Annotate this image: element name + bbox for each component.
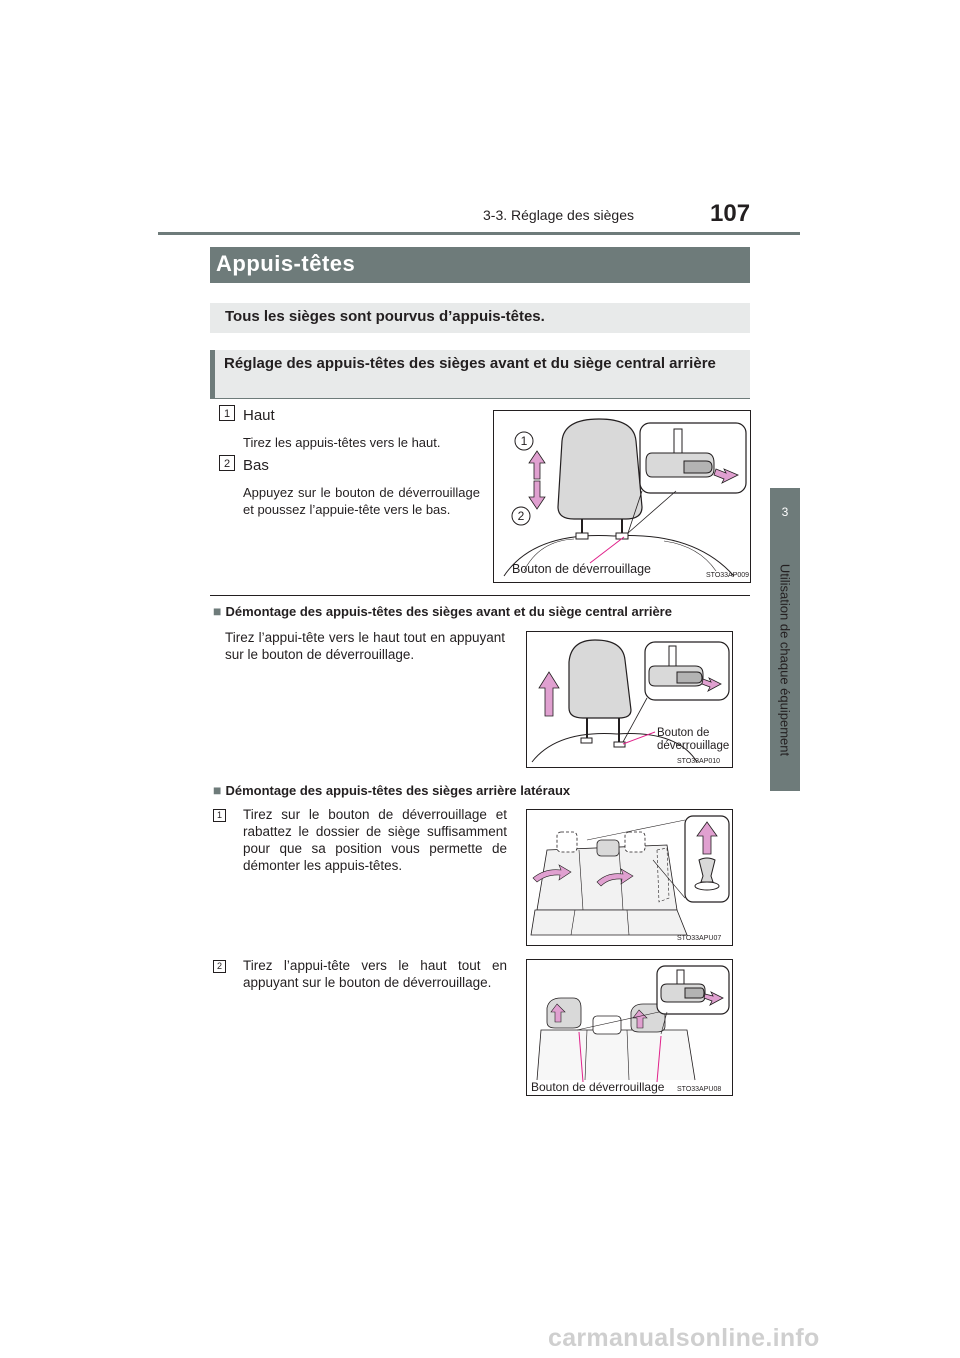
fig2-callout-line2: déverrouillage — [657, 740, 730, 752]
fig4-callout: Bouton de déverrouillage — [531, 1080, 665, 1094]
chapter-title: Utilisation de chaque équipement — [777, 563, 793, 757]
fig2-callout-line1: Bouton de — [657, 727, 710, 739]
fig2-code: STO33AP010 — [677, 758, 721, 765]
rear-step-2-text: Tirez l’appui-tête vers le haut tout en appuyant sur le bouton de déverrouillage. — [243, 958, 507, 990]
intro-text: Tous les sièges sont pourvus d’appuis-têtes. — [225, 308, 545, 325]
section-title: 3-3. Réglage des sièges — [483, 207, 634, 223]
headrest-adjust-figure — [493, 410, 751, 583]
rear-fold-figure — [526, 809, 733, 946]
header-rule — [158, 232, 800, 235]
step-2-marker: 2 — [219, 455, 235, 471]
rear-fold-illustration — [527, 810, 732, 945]
section-rule-1 — [210, 595, 750, 596]
rear-step-2-marker: 2 — [213, 960, 226, 973]
square-bullet-icon: ■ — [213, 603, 222, 619]
fig1-code: STO33AP009 — [706, 572, 750, 579]
removal-front-text: Tirez l’appui-tête vers le haut tout en appuyant sur le bouton de déverrouillage. — [225, 630, 505, 662]
page-number: 107 — [710, 200, 751, 227]
removal-front-illustration — [527, 632, 732, 767]
rear-step-1-marker: 1 — [213, 809, 226, 822]
adjust-heading-rule — [210, 398, 750, 399]
removal-front-figure — [526, 631, 733, 768]
fig1-callout: Bouton de déverrouillage — [512, 562, 651, 576]
watermark: carmanualsonline.info — [548, 1324, 820, 1352]
step-1-label: Haut — [243, 407, 275, 424]
page-title: Appuis-têtes — [216, 251, 356, 276]
step-1-text: Tirez les appuis-têtes vers le haut. — [243, 435, 441, 450]
step-2-label: Bas — [243, 457, 269, 474]
rear-release-illustration — [527, 960, 732, 1095]
removal-front-heading: ■ Démontage des appuis-têtes des sièges avant et du siège central arrière — [213, 603, 672, 619]
rear-release-figure — [526, 959, 733, 1096]
headrest-adjust-illustration — [494, 411, 750, 582]
step-2-text: Appuyez sur le bouton de déverrouillage et poussez l’appuie-tête vers le bas. — [243, 485, 480, 517]
adjust-heading: Réglage des appuis-têtes des sièges avant et du siège central arrière — [224, 355, 716, 372]
fig3-code: STO33APU07 — [677, 935, 722, 942]
removal-rear-heading: ■ Démontage des appuis-têtes des sièges arrière latéraux — [213, 782, 571, 798]
step-1-marker: 1 — [219, 405, 235, 421]
fig1-marker-2: 2 — [517, 509, 525, 523]
rear-step-1-text: Tirez sur le bouton de déverrouillage et rabattez le dossier de siège suffisamment pour que sa position vous permette de démonter les appuis-têtes. — [243, 807, 507, 873]
square-bullet-icon: ■ — [213, 782, 222, 798]
fig4-code: STO33APU08 — [677, 1086, 722, 1093]
chapter-number: 3 — [781, 505, 789, 519]
fig1-marker-1: 1 — [520, 434, 528, 448]
